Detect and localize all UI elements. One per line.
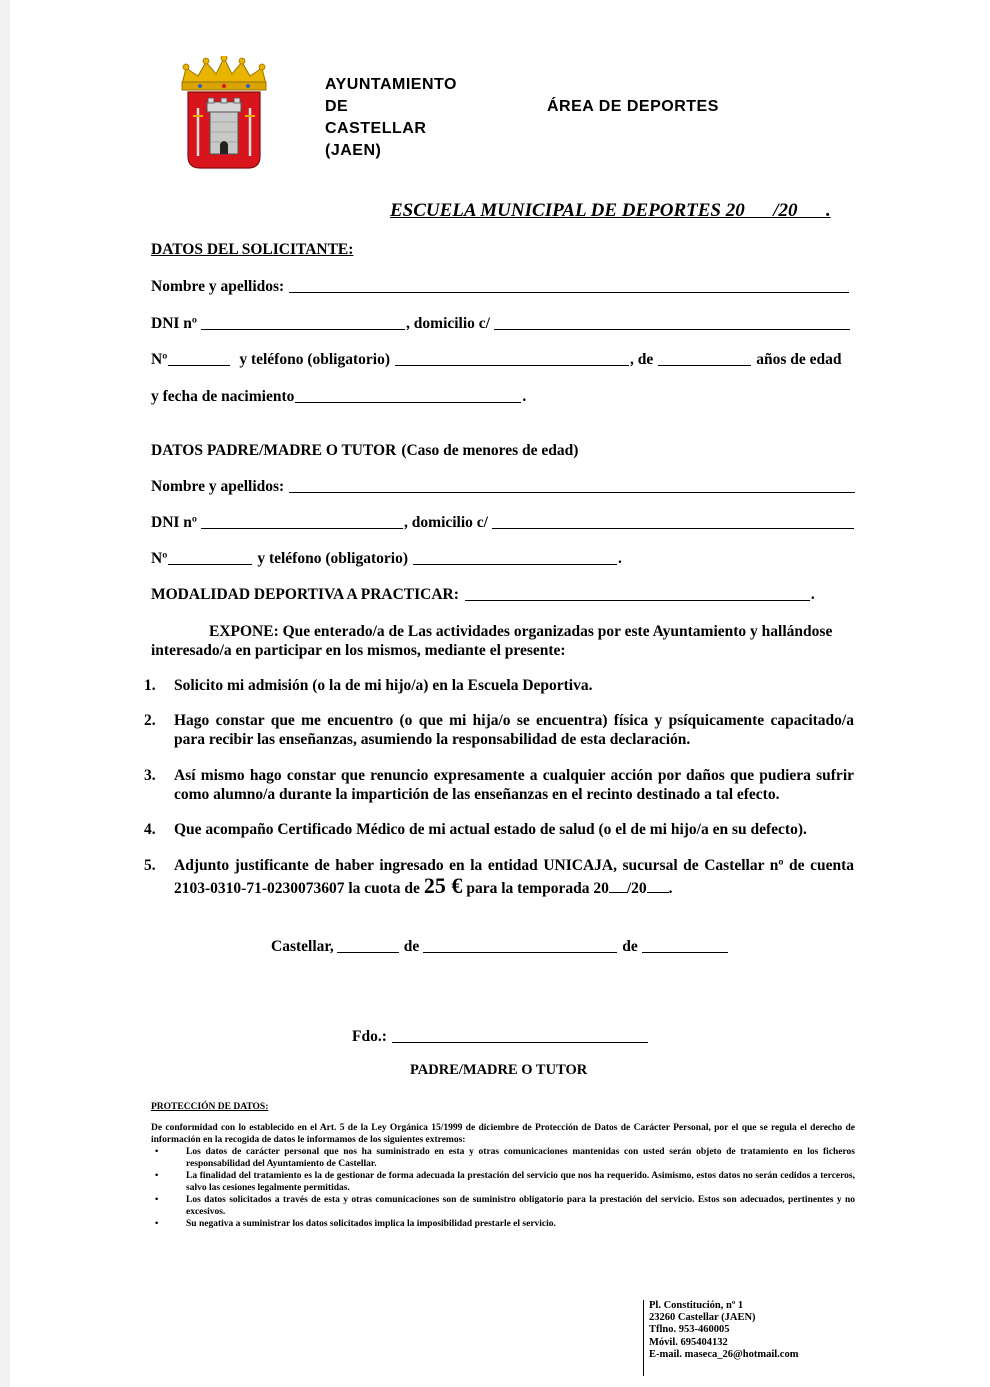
season-label: para la temporada 20 bbox=[466, 880, 609, 897]
guardian-dni-label: DNI nº bbox=[151, 514, 198, 531]
document-title: ESCUELA MUNICIPAL DE DEPORTES 20 /20 . bbox=[390, 200, 831, 221]
applicant-birth-row bbox=[151, 386, 855, 406]
guardian-name-field[interactable] bbox=[289, 480, 855, 493]
guardian-dni-row bbox=[151, 512, 855, 532]
address-line2: 23260 Castellar (JAEN) bbox=[649, 1312, 756, 1324]
document-page bbox=[10, 0, 990, 1387]
protection-title: PROTECCIÓN DE DATOS: bbox=[151, 1102, 269, 1112]
modality-label: MODALIDAD DEPORTIVA A PRACTICAR: bbox=[151, 586, 459, 603]
list-item bbox=[144, 856, 854, 904]
signature-field[interactable] bbox=[392, 1030, 648, 1043]
address-block bbox=[643, 1300, 798, 1376]
signature-role: PADRE/MADRE O TUTOR bbox=[410, 1062, 588, 1078]
applicant-name-label: Nombre y apellidos: bbox=[151, 278, 285, 295]
expone-line1: EXPONE: Que enterado/a de Las actividades organizadas por este Ayuntamiento y hallándose bbox=[209, 623, 833, 640]
bullet-dot: • bbox=[155, 1147, 159, 1157]
item-number: 2. bbox=[144, 712, 156, 729]
applicant-domicile-field[interactable] bbox=[494, 317, 850, 330]
protection-bullet bbox=[151, 1194, 855, 1218]
item-number: 4. bbox=[144, 821, 156, 838]
guardian-section-title: DATOS PADRE/MADRE O TUTOR bbox=[151, 442, 397, 459]
expone-line2: interesado/a en participar en los mismos, mediante el presente: bbox=[151, 642, 566, 659]
bullet-dot: • bbox=[155, 1195, 159, 1205]
season-end: . bbox=[668, 880, 673, 897]
modality-field[interactable] bbox=[465, 588, 810, 601]
bullet-text: Los datos de carácter personal que nos ha suministrado en esta y otras comunicaciones mantenidas con usted serán objeto de tratamiento en los ficheros responsabilidad del Ayuntamiento de Castellar. bbox=[186, 1147, 855, 1169]
applicant-age-suffix: años de edad bbox=[756, 351, 842, 368]
applicant-dni-field[interactable] bbox=[201, 317, 405, 330]
guardian-phone-end: . bbox=[617, 550, 622, 567]
bullet-dot: • bbox=[155, 1219, 159, 1229]
applicant-number-row bbox=[151, 349, 855, 369]
applicant-birth-field[interactable] bbox=[295, 390, 521, 403]
date-place: Castellar, bbox=[271, 938, 334, 955]
bullet-text: Los datos solicitados a través de esta y otras comunicaciones son de suministro obligatorio para la prestación del servicio. Estos son adecuados, pertinentes y no excesivos. bbox=[186, 1195, 855, 1217]
item-text: Solicito mi admisión (o la de mi hijo/a) en la Escuela Deportiva. bbox=[174, 677, 593, 694]
season-year1-field[interactable] bbox=[609, 882, 627, 893]
protection-bullet bbox=[151, 1146, 855, 1170]
applicant-age-field[interactable] bbox=[658, 353, 751, 366]
guardian-domicile-field[interactable] bbox=[492, 516, 854, 529]
item-text: Hago constar que me encuentro (o que mi hija/o se encuentra) física y psíquicamente capacitado/a para recibir las enseñanzas, asumiendo la responsabilidad de esta declaración. bbox=[174, 712, 854, 748]
season-year2-field[interactable] bbox=[647, 882, 669, 893]
applicant-name-field[interactable] bbox=[289, 280, 849, 293]
bullet-text: La finalidad del tratamiento es la de gestionar de forma adecuada la prestación del servicio que nos ha requerido. Asimismo, estos datos no serán cedidos a terceros, salvo las cesiones legalmente permitidas. bbox=[186, 1171, 855, 1193]
protection-bullet bbox=[151, 1170, 855, 1194]
org-name-line3: CASTELLAR bbox=[325, 120, 427, 137]
modality-row bbox=[151, 584, 855, 604]
protection-intro: De conformidad con lo establecido en el Art. 5 de la Ley Orgánica 15/1999 de diciembre de Protección de Datos de Carácter Personal, por el que se regula el derecho de información en la recogida de datos le informamos de los siguientes extremos: bbox=[151, 1123, 855, 1145]
applicant-section-title: DATOS DEL SOLICITANTE: bbox=[151, 241, 354, 258]
applicant-dni-label: DNI nº bbox=[151, 315, 198, 332]
applicant-birth-label: y fecha de nacimiento bbox=[151, 388, 295, 405]
address-mobile: Móvil. 695404132 bbox=[649, 1336, 728, 1348]
item-text-line1: Adjunto justificante de haber ingresado en la entidad UNICAJA, sucursal de Castellar nº de cuenta bbox=[174, 857, 854, 874]
date-de1: de bbox=[403, 938, 420, 955]
item-text-line2 bbox=[174, 873, 854, 898]
fee-amount: 25 € bbox=[423, 873, 463, 898]
address-email: E-mail. maseca_26@hotmail.com bbox=[649, 1348, 799, 1360]
guardian-phone-field[interactable] bbox=[413, 552, 617, 565]
address-line1: Pl. Constitución, nº 1 bbox=[649, 1300, 744, 1311]
item-text: Que acompaño Certificado Médico de mi actual estado de salud (o el de mi hijo/a en su defecto). bbox=[174, 821, 807, 838]
list-item bbox=[144, 766, 854, 806]
guardian-number-row bbox=[151, 548, 855, 568]
signature-label: Fdo.: bbox=[352, 1028, 387, 1045]
applicant-phone-label: y teléfono (obligatorio) bbox=[239, 351, 390, 368]
item-number: 1. bbox=[144, 677, 156, 694]
guardian-number-label: Nº bbox=[151, 550, 168, 567]
date-year-field[interactable] bbox=[642, 940, 728, 953]
guardian-name-row bbox=[151, 476, 855, 496]
protection-bullet bbox=[151, 1218, 855, 1230]
address-phone: Tflno. 953-460005 bbox=[649, 1324, 730, 1336]
item-text: Así mismo hago constar que renuncio expresamente a cualquier acción por daños que pudiera sufrir como alumno/a durante la impartición de las enseñanzas en el recinto destinado a tal efecto. bbox=[174, 767, 854, 803]
data-protection-title bbox=[151, 1101, 855, 1113]
signature-line bbox=[352, 1026, 672, 1046]
applicant-birth-end: . bbox=[522, 388, 527, 405]
bullet-text: Su negativa a suministrar los datos solicitados implica la imposibilidad prestarle el servicio. bbox=[186, 1219, 556, 1229]
date-de2: de bbox=[622, 938, 638, 955]
date-month-field[interactable] bbox=[423, 940, 617, 953]
applicant-domicile-label: , domicilio c/ bbox=[406, 315, 490, 332]
org-name-line2: DE bbox=[325, 98, 349, 115]
coat-of-arms-logo bbox=[176, 56, 272, 172]
modality-end: . bbox=[810, 586, 815, 603]
applicant-name-row bbox=[151, 276, 855, 296]
item-number: 5. bbox=[144, 857, 156, 874]
guardian-section-note: (Caso de menores de edad) bbox=[401, 442, 579, 459]
applicant-dni-row bbox=[151, 313, 855, 333]
item-number: 3. bbox=[144, 767, 156, 784]
date-day-field[interactable] bbox=[337, 940, 399, 953]
date-line bbox=[271, 936, 751, 956]
guardian-domicile-label: , domicilio c/ bbox=[404, 514, 488, 531]
protection-bullets bbox=[151, 1146, 855, 1230]
list-item bbox=[144, 711, 854, 751]
guardian-number-field[interactable] bbox=[168, 552, 252, 565]
applicant-number-field[interactable] bbox=[168, 353, 230, 366]
applicant-age-prefix: , de bbox=[629, 351, 654, 368]
applicant-number-label: Nº bbox=[151, 351, 168, 368]
org-name-line1: AYUNTAMIENTO bbox=[325, 76, 457, 93]
applicant-phone-field[interactable] bbox=[395, 353, 629, 366]
season-separator: /20 bbox=[626, 880, 647, 897]
org-name-line4: (JAEN) bbox=[325, 142, 382, 159]
guardian-phone-label: y teléfono (obligatorio) bbox=[257, 550, 408, 567]
expone-paragraph bbox=[151, 622, 855, 660]
guardian-section-row bbox=[151, 440, 855, 460]
bullet-dot: • bbox=[155, 1171, 159, 1181]
account-number-text: 2103-0310-71-0230073607 la cuota de bbox=[174, 880, 420, 897]
department-name: ÁREA DE DEPORTES bbox=[547, 98, 719, 115]
guardian-dni-field[interactable] bbox=[201, 516, 403, 529]
guardian-name-label: Nombre y apellidos: bbox=[151, 478, 285, 495]
